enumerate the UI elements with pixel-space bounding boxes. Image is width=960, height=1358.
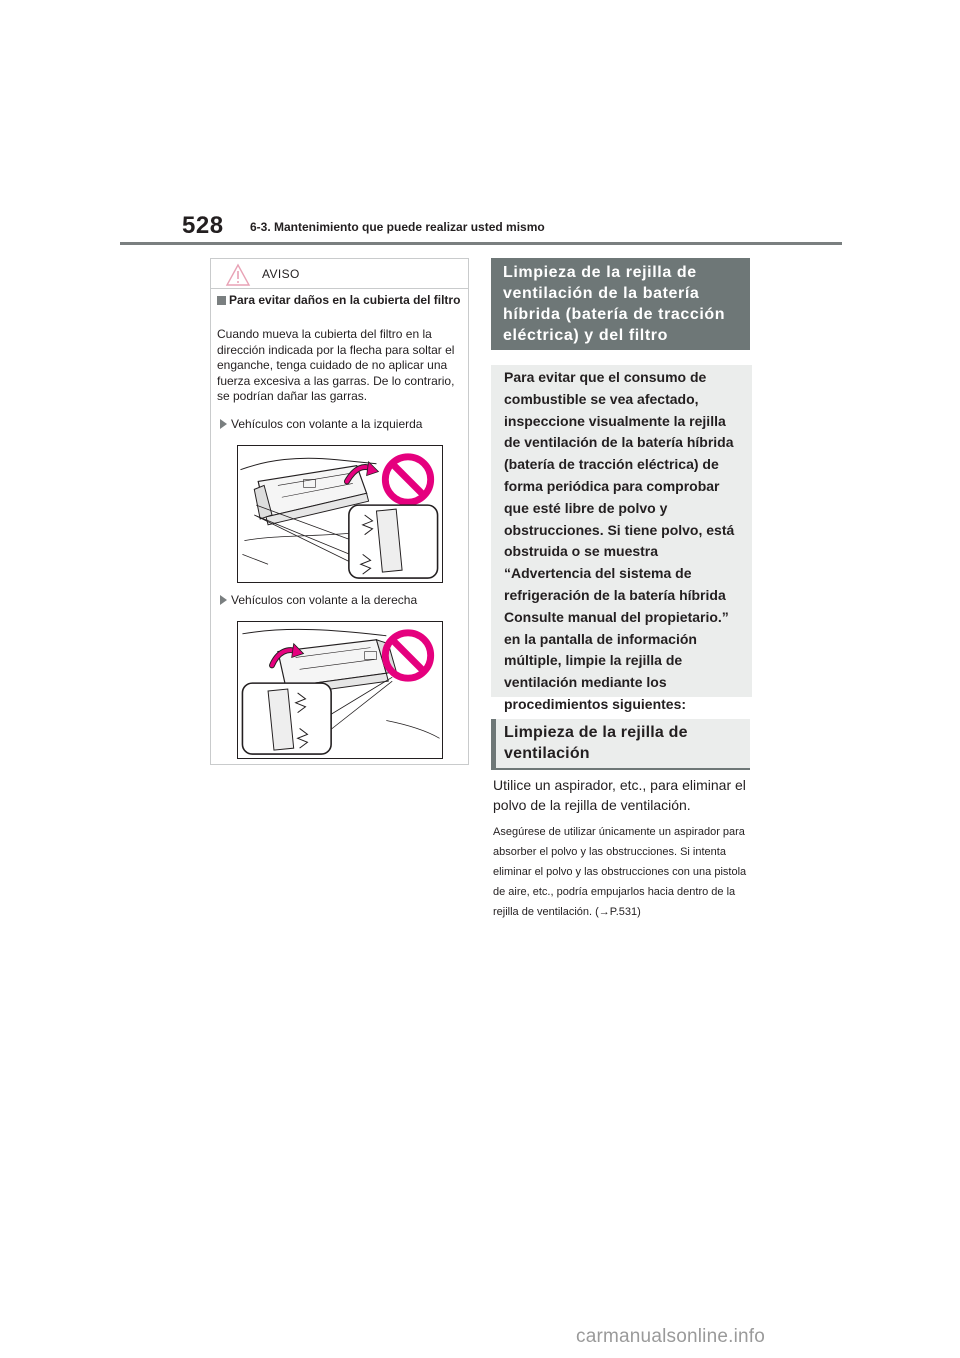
warning-box	[210, 258, 469, 765]
watermark: carmanualsonline.info	[576, 1326, 766, 1347]
variant-right-text: Vehículos con volante a la derecha	[231, 593, 418, 607]
intro-box	[491, 365, 752, 712]
body-text: Utilice un aspirador, etc., para eliminar el polvo de la rejilla de ventilación.	[493, 777, 746, 813]
subheading: Limpieza de la rejilla de ventilación	[504, 724, 688, 762]
variant-left-text: Vehículos con volante a la izquierda	[231, 417, 423, 431]
page-header	[120, 212, 842, 252]
section-title: 6-3. Mantenimiento que puede realizar usted mismo	[250, 220, 545, 234]
bullet-triangle-icon	[220, 419, 227, 429]
variant-left-hand-drive	[219, 417, 422, 431]
warning-label: AVISO	[262, 267, 300, 281]
note-text: Asegúrese de utilizar únicamente un aspirador para absorber el polvo y las obstrucciones. Si intenta eliminar el polvo y las obstrucciones con una pistola de aire, etc., podría empujarlos hacia dentro de la rejilla de ventilación. (→P.531)	[493, 826, 747, 918]
warning-header	[211, 259, 468, 289]
warning-title-text: Para evitar daños en la cubierta del filtro	[229, 293, 461, 307]
intro-text: Para evitar que el consumo de combustible se vea afectado, inspeccione visualmente la rejilla de ventilación de la batería híbrida (batería de tracción eléctrica) de forma periódica para comprobar que esté libre de polvo y obstrucciones. Si tiene polvo, está obstruida o se muestra “Advertencia del sistema de refrigeración de la batería híbrida Consulte manual del propietario.” en la pantalla de información múltiple, limpie la rejilla de ventilación mediante los procedimientos siguientes:	[504, 369, 735, 712]
section-heading-box	[491, 258, 750, 350]
bullet-square-icon	[217, 296, 226, 305]
illustration-right-hand-drive	[237, 621, 443, 759]
header-rule	[120, 242, 842, 245]
bullet-triangle-icon	[220, 595, 227, 605]
variant-right-hand-drive	[219, 593, 417, 607]
illustration-left-hand-drive	[237, 445, 443, 583]
warning-title	[217, 293, 462, 308]
subheading-box	[491, 719, 750, 770]
section-heading: Limpieza de la rejilla de ventilación de la batería híbrida (batería de tracción eléctrica) y del filtro	[503, 264, 726, 344]
warning-paragraph: Cuando mueva la cubierta del filtro en la dirección indicada por la flecha para soltar el enganche, tenga cuidado de no aplicar una fuerza excesiva a las garras. De lo contrario, se podrían dañar las garras.	[217, 327, 455, 403]
page-number: 528	[182, 212, 224, 239]
warning-triangle-icon	[225, 263, 251, 287]
